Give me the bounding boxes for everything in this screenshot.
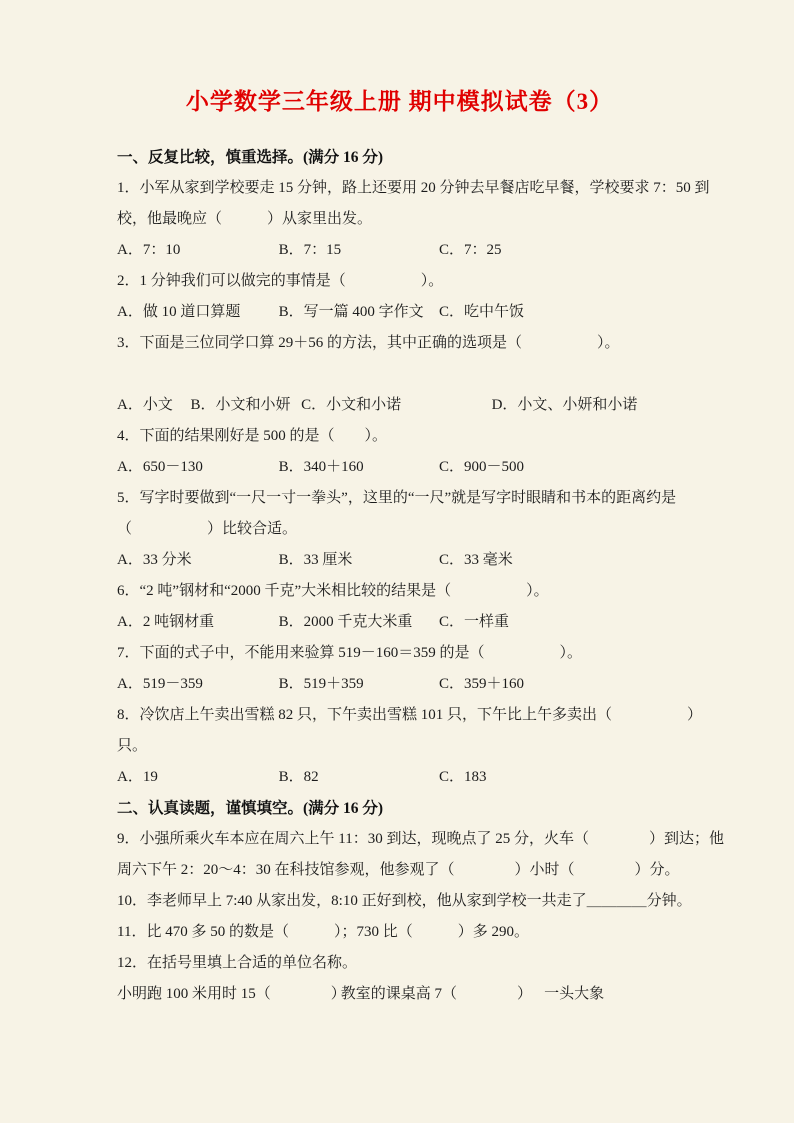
- question-2-line-1: 2．1 分钟我们可以做完的事情是（ ）。: [117, 273, 444, 289]
- question-12-line-1: 12．在括号里填上合适的单位名称。: [117, 955, 358, 971]
- option-a: A．33 分米: [117, 552, 192, 568]
- question-1-line-2: 校，他最晚应（ ）从家里出发。: [117, 211, 373, 227]
- question-8-line-2: 只。: [117, 738, 148, 754]
- option-b: B．519＋359: [278, 676, 364, 692]
- option-c: C．33 毫米: [439, 552, 513, 568]
- question-4-line-1: 4．下面的结果刚好是 500 的是（ ）。: [117, 428, 388, 444]
- unit-blank-elephant: 一头大象: [544, 986, 605, 1002]
- question-3-image-placeholder: [117, 359, 682, 390]
- option-b: B．82: [278, 769, 319, 785]
- question-7-options: [117, 669, 682, 700]
- option-c: C．359＋160: [439, 676, 525, 692]
- option-b: B．写一篇 400 字作文: [278, 304, 424, 320]
- question-7-line-1: 7．下面的式子中，不能用来验算 519－160＝359 的是（ ）。: [117, 645, 583, 661]
- option-c: C．小文和小诺: [301, 397, 402, 413]
- question-1-options: [117, 235, 682, 266]
- option-b: B．2000 千克大米重: [278, 614, 413, 630]
- question-6-line-1: 6．“2 吨”钢材和“2000 千克”大米相比较的结果是（ ）。: [117, 583, 549, 599]
- question-5-options: [117, 545, 682, 576]
- unit-blank-desk-height: 教室的课桌高 7（ ）: [340, 986, 532, 1002]
- section-2-heading: 二、认真读题，谨慎填空。(满分 16 分): [117, 800, 384, 817]
- option-c: C．吃中午饭: [439, 304, 525, 320]
- question-4-options: [117, 452, 682, 483]
- question-2-options: [117, 297, 682, 328]
- option-a: A．小文: [117, 397, 173, 413]
- unit-blank-run-time: 小明跑 100 米用时 15（ ）: [117, 986, 346, 1002]
- option-d: D．小文、小妍和小诺: [491, 397, 638, 413]
- option-a: A．做 10 道口算题: [117, 304, 241, 320]
- question-8-line-1: 8．冷饮店上午卖出雪糕 82 只，下午卖出雪糕 101 只，下午比上午多卖出（ ）: [117, 707, 703, 723]
- option-c: C．7：25: [439, 242, 502, 258]
- option-b: B．小文和小妍: [190, 397, 291, 413]
- option-c: C．183: [439, 769, 487, 785]
- question-12-unit-row: [117, 979, 682, 1010]
- option-c: C．900－500: [439, 459, 525, 475]
- option-a: A．650－130: [117, 459, 203, 475]
- question-8-options: [117, 762, 682, 793]
- option-a: A．2 吨钢材重: [117, 614, 215, 630]
- question-5-line-1: 5．写字时要做到“一尺一寸一拳头”，这里的“一尺”就是写字时眼睛和书本的距离约是: [117, 490, 677, 506]
- page-title: 小学数学三年级上册 期中模拟试卷（3）: [185, 89, 614, 114]
- option-c: C．一样重: [439, 614, 510, 630]
- question-3-options: [117, 390, 682, 421]
- option-b: B．340＋160: [278, 459, 364, 475]
- option-a: A．519－359: [117, 676, 203, 692]
- option-b: B．7：15: [278, 242, 342, 258]
- question-3-line-1: 3．下面是三位同学口算 29＋56 的方法，其中正确的选项是（ ）。: [117, 335, 620, 351]
- option-a: A．19: [117, 769, 158, 785]
- question-10-line-1: 10．李老师早上 7:40 从家出发，8:10 正好到校，他从家到学校一共走了＿＿＿＿分钟。: [117, 893, 692, 909]
- question-1-line-1: 1．小军从家到学校要走 15 分钟，路上还要用 20 分钟去早餐店吃早餐，学校要求 7：50 到: [117, 180, 710, 196]
- question-9-line-1: 9．小强所乘火车本应在周六上午 11：30 到达，现晚点了 25 分，火车（ ）到达；他: [117, 831, 724, 847]
- option-b: B．33 厘米: [278, 552, 353, 568]
- question-5-line-2: （ ）比较合适。: [117, 521, 298, 537]
- question-11-line-1: 11．比 470 多 50 的数是（ ）；730 比（ ）多 290。: [117, 924, 529, 940]
- question-9-line-2: 周六下午 2：20～4：30 在科技馆参观，他参观了（ ）小时（ ）分。: [117, 862, 680, 878]
- option-a: A．7：10: [117, 242, 181, 258]
- section-1-heading: 一、反复比较，慎重选择。(满分 16 分): [117, 149, 384, 166]
- question-6-options: [117, 607, 682, 638]
